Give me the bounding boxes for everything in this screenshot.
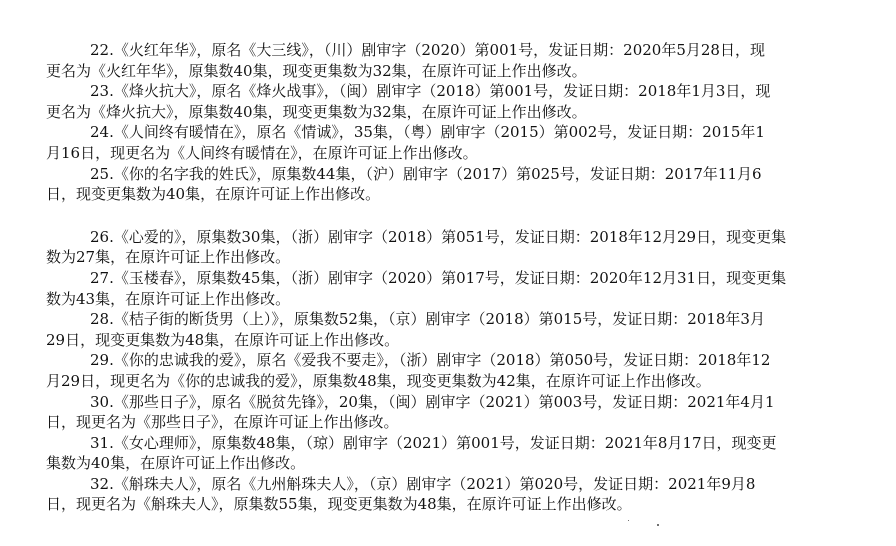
entry-line: 24.《人间终有暖情在》，原名《情诚》，35集，（粤）剧审字（2015）第002号，发证日期：2015年1 <box>90 123 765 142</box>
entry-line: 月29日，现更名为《你的忠诚我的爱》，原集数48集，现变更集数为42集，在原许可证上作出修改。 <box>46 371 711 390</box>
entry-line: 27.《玉楼春》，原集数45集，（浙）剧审字（2020）第017号，发证日期：2020年12月31日，现变更集 <box>90 268 787 287</box>
entry-line: 数为43集，在原许可证上作出修改。 <box>46 289 291 308</box>
entry-line: 31.《女心理师》，原集数48集，（琼）剧审字（2021）第001号，发证日期：2021年8月17日，现变更 <box>90 433 777 452</box>
scan-speck <box>628 520 629 521</box>
entry-29 <box>46 350 846 391</box>
entry-line: 29.《你的忠诚我的爱》，原名《爱我不要走》，（浙）剧审字（2018）第050号，发证日期：2018年12 <box>90 351 771 370</box>
scan-speck <box>657 524 659 526</box>
entry-26 <box>46 227 846 268</box>
entry-line: 更名为《火红年华》，原集数40集，现变更集数为32集，在原许可证上作出修改。 <box>46 61 587 80</box>
entry-line: 集数为40集，在原许可证上作出修改。 <box>46 454 306 473</box>
entry-line: 日，现更名为《斛珠夫人》，原集数55集，现变更集数为48集，在原许可证上作出修改。 <box>46 495 632 514</box>
entry-30 <box>46 392 846 433</box>
entry-22 <box>46 40 846 81</box>
entry-25 <box>46 164 846 205</box>
entry-32 <box>46 474 846 515</box>
entry-line: 23.《烽火抗大》，原名《烽火战事》，（闽）剧审字（2018）第001号，发证日期：2018年1月3日，现 <box>90 82 771 101</box>
entry-line: 30.《那些日子》，原名《脱贫先锋》，20集，（闽）剧审字（2021）第003号，发证日期：2021年4月1 <box>90 392 775 411</box>
entry-line: 26.《心爱的》，原集数30集，（浙）剧审字（2018）第051号，发证日期：2018年12月29日，现变更集 <box>90 227 787 246</box>
entry-line: 25.《你的名字我的姓氏》，原集数44集，（沪）剧审字（2017）第025号，发证日期：2017年11月6 <box>90 164 762 183</box>
entry-line: 更名为《烽火抗大》，原集数40集，现变更集数为32集，在原许可证上作出修改。 <box>46 102 587 121</box>
entry-31 <box>46 433 846 474</box>
entry-23 <box>46 81 846 122</box>
entry-28 <box>46 309 846 350</box>
entry-24 <box>46 122 846 163</box>
entry-line: 29日，现变更集数为48集，在原许可证上作出修改。 <box>46 330 400 349</box>
document-body <box>46 40 846 515</box>
entry-27 <box>46 268 846 309</box>
entry-line: 数为27集，在原许可证上作出修改。 <box>46 248 291 267</box>
entry-line: 22.《火红年华》，原名《大三线》，（川）剧审字（2020）第001号，发证日期：2020年5月28日，现 <box>90 41 765 59</box>
entry-line: 日，现变更集数为40集，在原许可证上作出修改。 <box>46 185 381 204</box>
entry-line: 日，现更名为《那些日子》，在原许可证上作出修改。 <box>46 413 399 432</box>
entry-line: 月16日，现更名为《人间终有暖情在》，在原许可证上作出修改。 <box>46 143 478 162</box>
entry-line: 32.《斛珠夫人》，原名《九州斛珠夫人》，（京）剧审字（2021）第020号，发证日期：2021年9月8 <box>90 474 756 493</box>
entry-line: 28.《桔子街的断货男（上）》，原集数52集，（京）剧审字（2018）第015号，发证日期：2018年3月 <box>90 310 765 329</box>
